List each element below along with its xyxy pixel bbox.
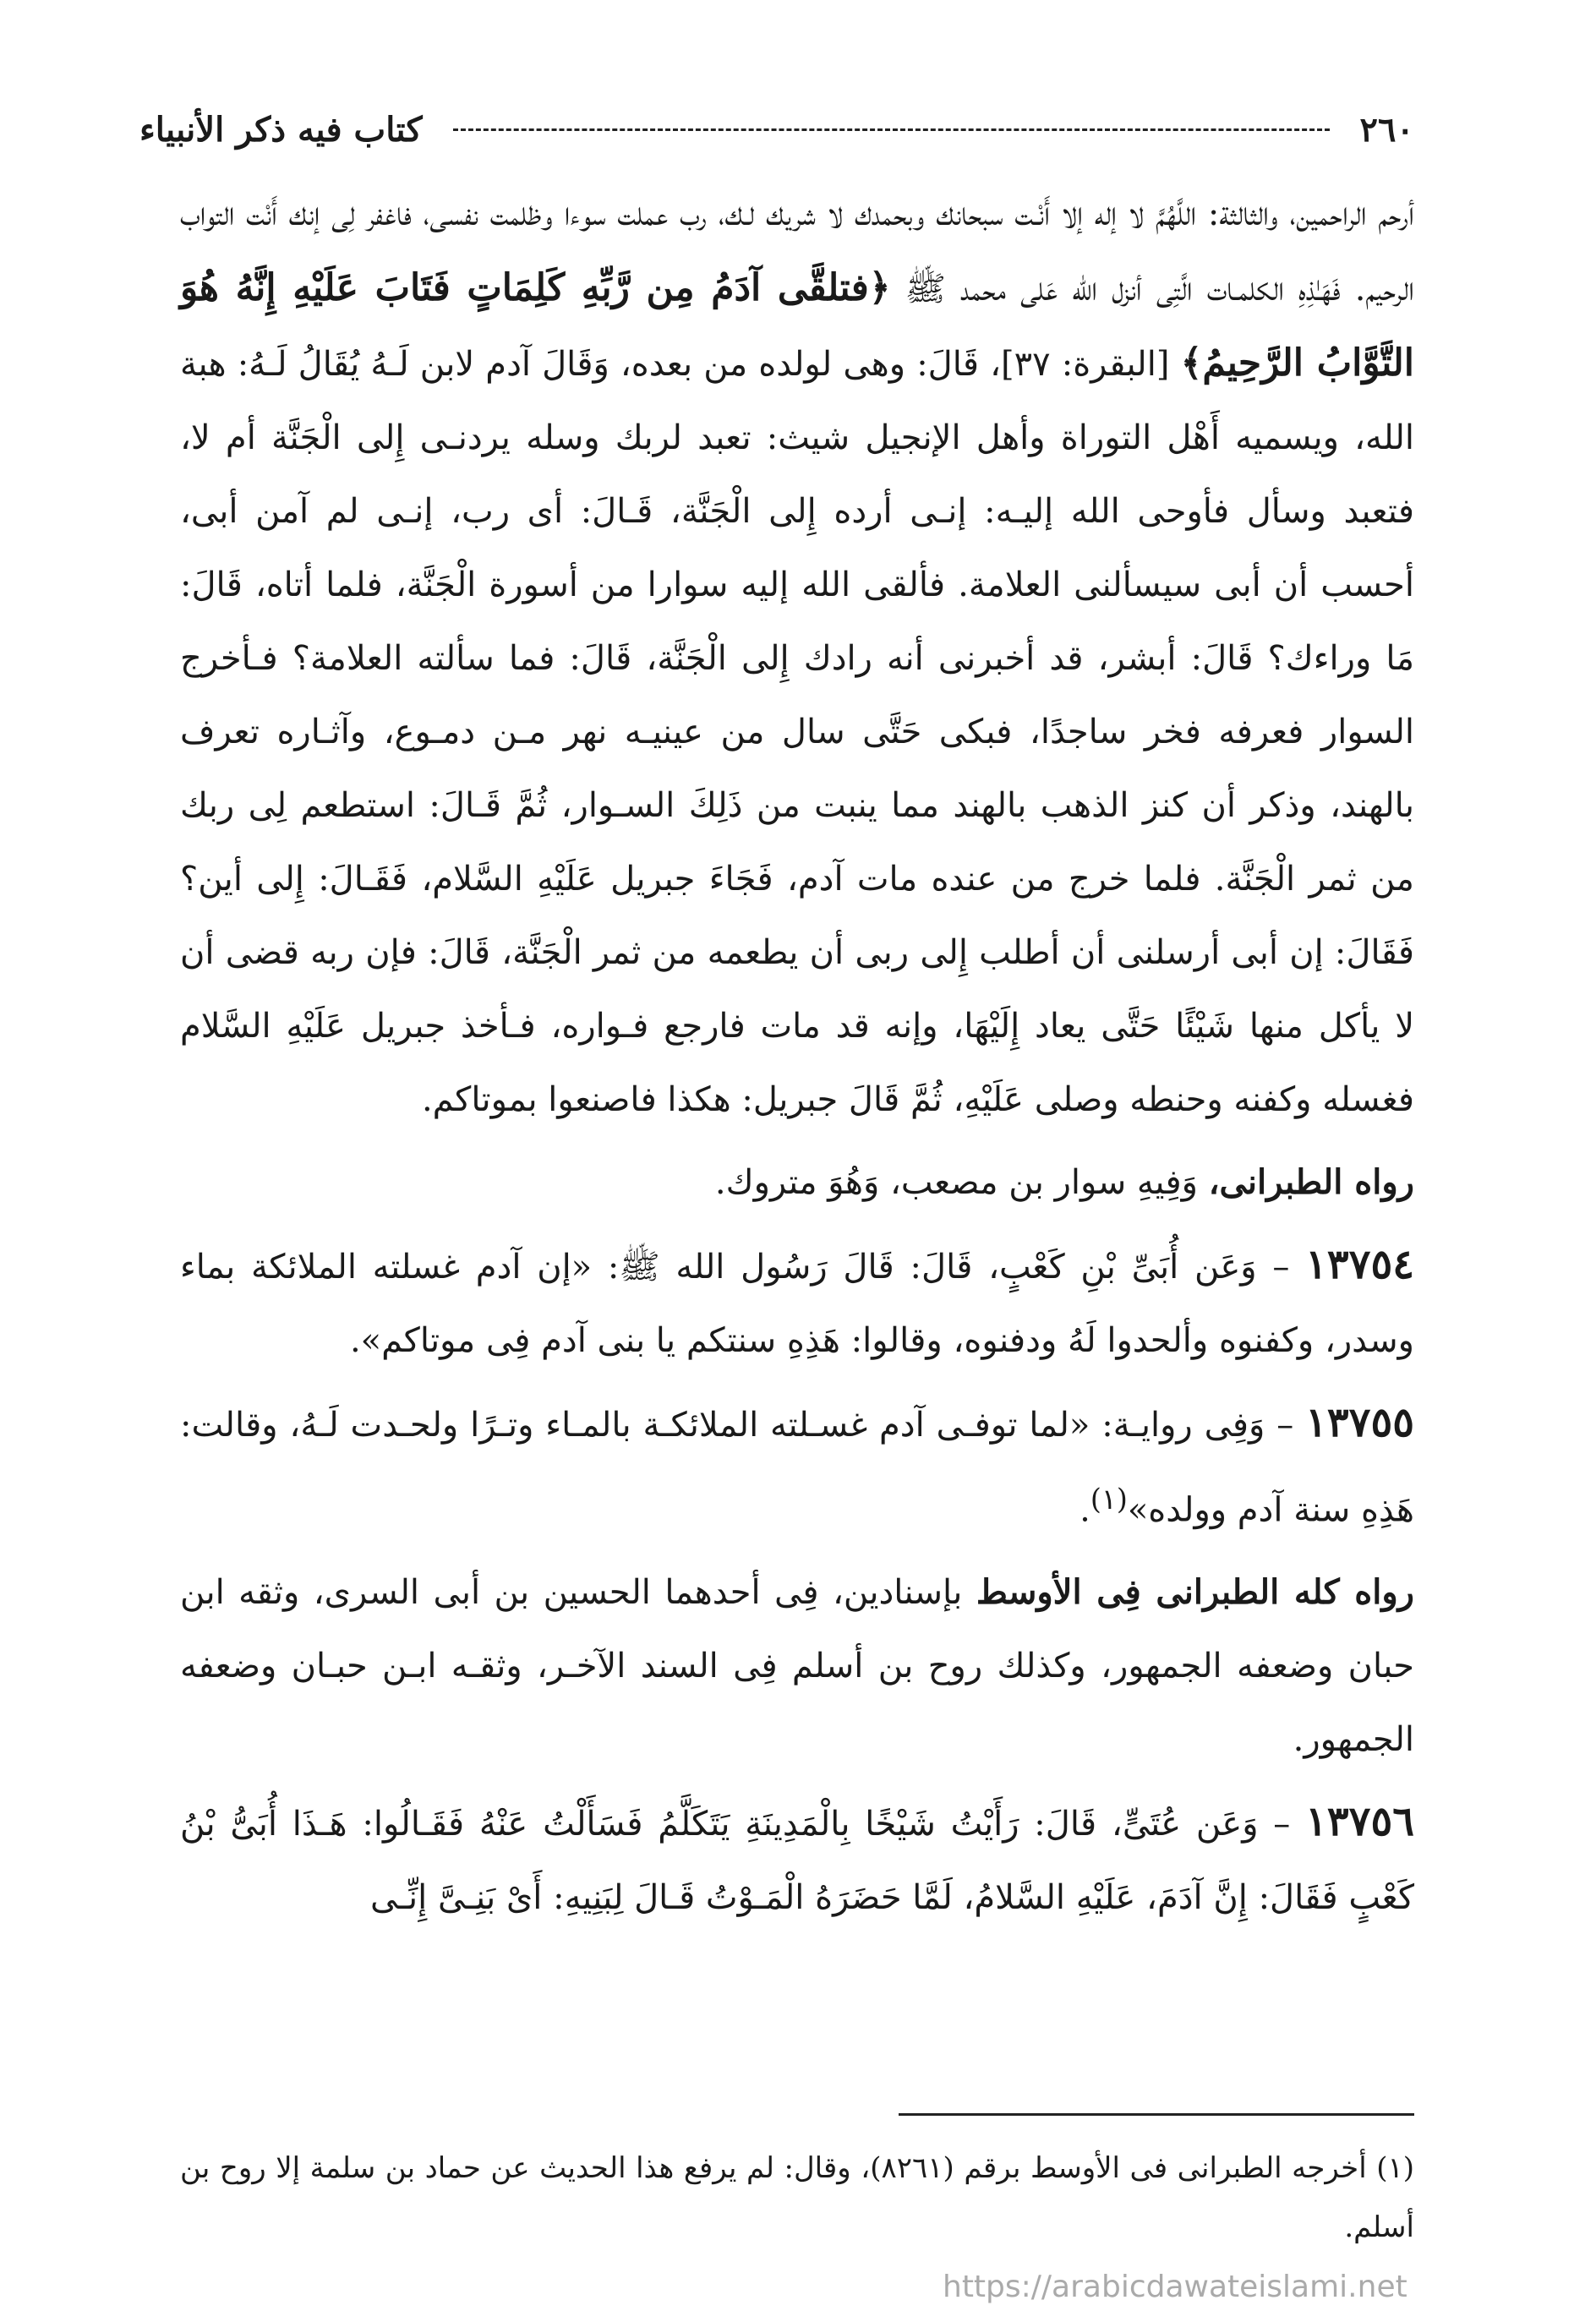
page-number: ٢٦٠ <box>1359 109 1414 150</box>
hadith-13754 <box>180 1228 1414 1378</box>
hadith-text: – وَعَن أُبَىِّ بْنِ كَعْبٍ، قَالَ: قَالَ رَسُول الله ﷺ: «إن آدم غسلته الملائكة بماء وسدر، وكفنوه وألحدوا لَهُ ودفنوه، وقالوا: هَذِهِ سنتكم يا بنى آدم فِى موتاكم». <box>180 1248 1414 1360</box>
hadith-13755: ١٣٧٥٥ – وَفِى روايـة: «لما توفـى آدم غسـلته الملائكـة بالمـاء وتـرًا ولحـدت لَـهُ، وقالت: هَذِهِ سنة آدم وولده»$^{(١)}$. <box>180 1399 1414 1530</box>
header-rule <box>453 128 1330 131</box>
hadith-text: – وَفِى روايـة: «لما توفـى آدم غسـلته الملائكـة بالمـاء وتـرًا ولحـدت لَـهُ، وقالت: هَذِهِ سنة آدم وولده» <box>180 1406 1414 1530</box>
quran-verse: ﴿فتلقَّى آدَمُ مِن رَّبِّهِ كَلِمَاتٍ فَتَابَ عَلَيْهِ إِنَّهُ هُوَ التَّوَّابُ الرَّحِيمُ﴾ <box>180 266 1415 385</box>
paragraph-source-note <box>180 1145 1414 1220</box>
paragraph-narration-note <box>180 1555 1414 1777</box>
footnote-marker: (١) <box>1090 1483 1128 1516</box>
hadith-number: ١٣٧٥٦ <box>1305 1798 1414 1846</box>
watermark-url: https://arabicdawateislami.net <box>943 2270 1407 2304</box>
paragraph-text: بإسنادين، فِى أحدهما الحسين بن أبى السرى، وثقه ابن حبان وضعفه الجمهور، وكذلك روح بن أسلم فِى السند الآخـر، وثقـه ابـن حبـان وضعفه الجمهور. <box>180 1573 1414 1760</box>
source-label: رواه الطبرانى، <box>1208 1162 1414 1202</box>
paragraph-text: أرحم الراحمين، والثالثة: اللَّهُمَّ لا إله إلا أَنْـت سبحانك وبحمدك لا شريك لـك، رب عملت سوءا وظلمت نفسى، فاغفر لِى إنك أَنْت التواب الرحيم. فَهَـٰذِهِ الكلمـات الَّتِى أنزل الله عَلى محمد ﷺ <box>180 194 1415 309</box>
footnote-rule <box>899 2113 1414 2116</box>
hadith-number: ١٣٧٥٥ <box>1305 1399 1414 1446</box>
footnotes <box>180 2139 1414 2257</box>
paragraph-text: وَفِيهِ سوار بن مصعب، وَهُوَ متروك. <box>714 1163 1198 1202</box>
hadith-text: – وَعَن عُتَىٍّ، قَالَ: رَأَيْتُ شَيْخًا بِالْمَدِينَةِ يَتَكَلَّمُ فَسَأَلْتُ عَنْهُ فَقَـالُوا: هَـذَا أُبَىُّ بْنُ كَعْبٍ فَقَالَ: إِنَّ آدَمَ، عَلَيْهِ السَّلامُ، لَمَّا حَضَرَهُ الْمَـوْتُ قَـالَ لِبَنِيهِ: أَىْ بَنِـىَّ إِنِّـى <box>180 1805 1414 1918</box>
source-label: رواه كله الطبرانى فِى الأوسط <box>976 1572 1414 1613</box>
hadith-number: ١٣٧٥٤ <box>1305 1241 1414 1288</box>
body-text <box>180 178 1414 1935</box>
footnote-1: (١) أخرجه الطبرانى فى الأوسط برقم (٨٢٦١)، وقال: لم يرفع هذا الحديث عن حماد بن سلمة إلا روح بن أسلم. <box>180 2151 1414 2244</box>
paragraph-adam-prayer <box>180 178 1414 1137</box>
page-header <box>139 100 1414 159</box>
running-title: كتاب فيه ذكر الأنبياء <box>139 109 423 150</box>
hadith-13756 <box>180 1785 1414 1935</box>
paragraph-text: [البقرة: ٣٧]، قَالَ: وهى لولده من بعده، وَقَالَ آدم لابن لَـهُ يُقَالُ لَـهُ: هبة الله، ويسميه أَهْل التوراة وأهل الإنجيل شيث: تعبد لربك وسله يردنـى إِلى الْجَنَّة أم لا، فتعبد وسأل فأوحى الله إليـه: إنـى أرده إِلى الْجَنَّة، قَـالَ: أى رب، إنـى لم آمن أبى، أحسب أن أبى سيسألنى العلامة. فألقى الله إليه سوارا من أسورة الْجَنَّة، فلما أتاه، قَالَ: مَا وراءك؟ قَالَ: أبشر، قد أخبرنى أنه رادك إِلى الْجَنَّة، قَالَ: فما سألته العلامة؟ فـأخرج السوار فعرفه فخر ساجدًا، فبكى حَتَّى سال من عينيـه نهر مـن دمـوع، وآثـاره تعرف بالهند، وذكر أن كنز الذهب بالهند مما ينبت من ذَلِكَ السـوار، ثُمَّ قَـالَ: استطعم لِى ربك من ثمر الْجَنَّة. فلما خرج من عنده مات آدم، فَجَاءَ جبريل عَلَيْهِ السَّلام، فَقَـالَ: إِلى أين؟ فَقَالَ: إن أبى أرسلنى أن أطلب إِلى ربى أن يطعمه من ثمر الْجَنَّة، قَالَ: فإن ربه قضى أن لا يأكل منها شَيْئًا حَتَّى يعاد إِلَيْهَا، وإنه قد مات فارجع فـواره، فـأخذ جبريل عَلَيْهِ السَّلام فغسله وكفنه وحنطه وصلى عَلَيْهِ، ثُمَّ قَالَ جبريل: هكذا فاصنعوا بموتاكم. <box>180 345 1415 1119</box>
